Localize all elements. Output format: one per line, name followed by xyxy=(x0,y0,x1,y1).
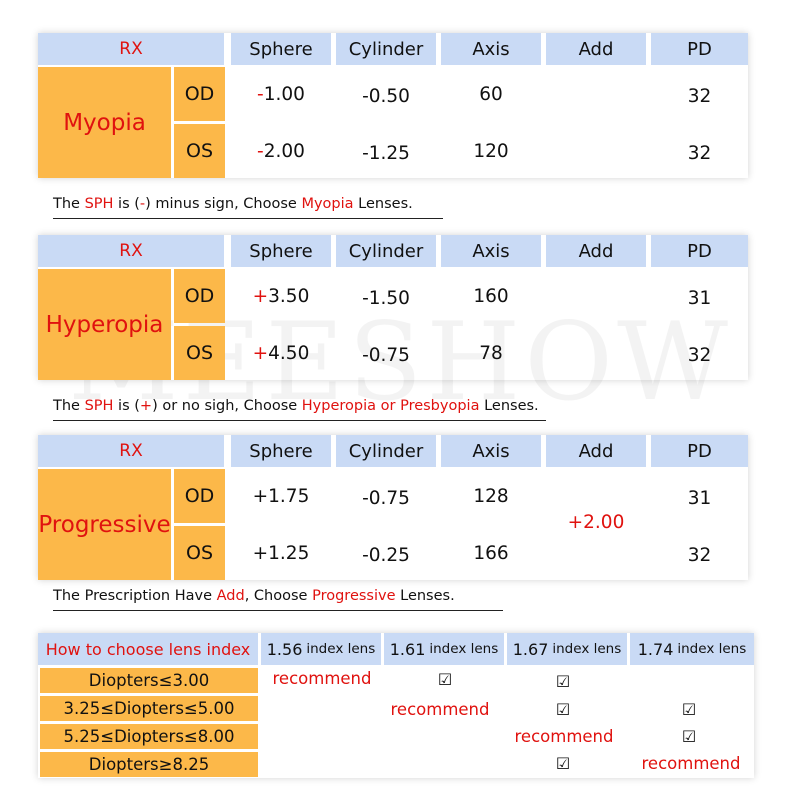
myopia-table xyxy=(38,33,748,178)
od-axis: 128 xyxy=(473,485,509,507)
pd-header: PD xyxy=(651,435,748,467)
value: 1.00 xyxy=(263,83,305,105)
note-highlight: Myopia xyxy=(301,196,354,212)
cylinder-header: Cylinder xyxy=(336,435,436,467)
od-axis: 160 xyxy=(473,285,509,307)
hyperopia-note xyxy=(53,398,546,421)
axis-header: Axis xyxy=(441,435,541,467)
diopter-row-label: Diopters≤3.00 xyxy=(40,668,258,693)
progressive-note xyxy=(53,588,503,611)
rx-header: RX xyxy=(38,435,224,467)
note-highlight: SPH xyxy=(84,196,114,212)
od-sphere xyxy=(231,269,331,323)
index-label: index lens xyxy=(677,641,747,657)
index-col-161 xyxy=(384,633,504,665)
sign: - xyxy=(257,140,264,162)
od-cylinder: -0.50 xyxy=(362,85,410,107)
lens-type-label: Hyperopia xyxy=(38,269,171,380)
pd-header: PD xyxy=(651,33,748,65)
diopter-row-label: 5.25≤Diopters≤8.00 xyxy=(40,724,258,749)
note-text: The xyxy=(53,398,85,414)
index-table-title: How to choose lens index xyxy=(38,633,258,665)
recommend-label: recommend xyxy=(390,700,490,719)
od-label: OD xyxy=(174,269,225,323)
index-number: 1.74 xyxy=(637,639,674,659)
axis-header: Axis xyxy=(441,33,541,65)
note-text: The Prescription Have xyxy=(53,588,217,604)
os-label: OS xyxy=(174,526,225,580)
diopter-row-label: Diopters≥8.25 xyxy=(40,752,258,777)
index-number: 1.56 xyxy=(266,639,303,659)
recommend-label: recommend xyxy=(514,727,614,746)
os-axis: 166 xyxy=(473,542,509,564)
checkbox-icon: ☑ xyxy=(437,670,453,689)
sign: - xyxy=(257,83,264,105)
lens-type-label: Progressive xyxy=(38,469,171,580)
checkbox-icon: ☑ xyxy=(555,700,571,719)
checkbox-icon: ☑ xyxy=(555,672,571,691)
index-col-167 xyxy=(507,633,627,665)
axis-header: Axis xyxy=(441,235,541,267)
value: 4.50 xyxy=(268,342,310,364)
index-number: 1.67 xyxy=(512,639,549,659)
note-highlight: + xyxy=(139,398,153,414)
od-sphere xyxy=(231,67,331,121)
index-label: index lens xyxy=(552,641,622,657)
os-cylinder: -1.25 xyxy=(362,142,410,164)
note-text: Lenses. xyxy=(353,196,413,212)
note-text: ) or no sigh, Choose xyxy=(152,398,302,414)
checkbox-icon: ☑ xyxy=(681,727,697,746)
note-text: is ( xyxy=(113,398,140,414)
sign: + xyxy=(252,285,269,307)
note-highlight: Hyperopia or Presbyopia xyxy=(301,398,480,414)
os-label: OS xyxy=(174,326,225,380)
cylinder-header: Cylinder xyxy=(336,33,436,65)
checkbox-icon: ☑ xyxy=(681,700,697,719)
note-text: Lenses. xyxy=(395,588,455,604)
os-sphere xyxy=(231,326,331,380)
add-header: Add xyxy=(546,435,646,467)
rx-header: RX xyxy=(38,235,224,267)
os-label: OS xyxy=(174,124,225,178)
sphere-header: Sphere xyxy=(231,235,331,267)
os-cylinder: -0.75 xyxy=(362,344,410,366)
od-cylinder: -0.75 xyxy=(362,487,410,509)
os-pd: 32 xyxy=(687,344,712,366)
sign: + xyxy=(252,342,269,364)
sphere-header: Sphere xyxy=(231,435,331,467)
note-text: , Choose xyxy=(244,588,313,604)
od-axis: 60 xyxy=(479,83,503,105)
note-highlight: - xyxy=(139,196,146,212)
cylinder-header: Cylinder xyxy=(336,235,436,267)
od-pd: 32 xyxy=(687,85,712,107)
value: 2.00 xyxy=(263,140,305,162)
note-highlight: Progressive xyxy=(312,588,396,604)
note-text: The xyxy=(53,196,85,212)
index-label: index lens xyxy=(306,641,376,657)
os-pd: 32 xyxy=(687,142,712,164)
add-value: +2.00 xyxy=(567,511,625,533)
recommend-label: recommend xyxy=(641,754,741,773)
lens-index-table xyxy=(38,633,754,778)
od-sphere: +1.75 xyxy=(252,485,310,507)
recommend-label: recommend xyxy=(272,669,372,688)
os-cylinder: -0.25 xyxy=(362,544,410,566)
od-label: OD xyxy=(174,469,225,523)
diopter-row-label: 3.25≤Diopters≤5.00 xyxy=(40,696,258,721)
od-cylinder: -1.50 xyxy=(362,287,410,309)
hyperopia-table xyxy=(38,235,748,380)
add-header: Add xyxy=(546,33,646,65)
od-label: OD xyxy=(174,67,225,121)
note-text: is ( xyxy=(113,196,140,212)
progressive-table xyxy=(38,435,748,580)
index-number: 1.61 xyxy=(389,639,426,659)
os-axis: 120 xyxy=(473,140,509,162)
os-pd: 32 xyxy=(687,544,712,566)
lens-type-label: Myopia xyxy=(38,67,171,178)
myopia-note xyxy=(53,196,443,219)
os-sphere: +1.25 xyxy=(252,542,310,564)
index-col-156 xyxy=(261,633,381,665)
note-highlight: Add xyxy=(216,588,245,604)
rx-header: RX xyxy=(38,33,224,65)
sphere-header: Sphere xyxy=(231,33,331,65)
os-sphere xyxy=(231,124,331,178)
add-header: Add xyxy=(546,235,646,267)
note-text: ) minus sign, Choose xyxy=(145,196,302,212)
od-pd: 31 xyxy=(687,487,712,509)
note-highlight: SPH xyxy=(84,398,114,414)
value: 3.50 xyxy=(268,285,310,307)
os-axis: 78 xyxy=(479,342,503,364)
checkbox-icon: ☑ xyxy=(555,754,571,773)
note-text: Lenses. xyxy=(479,398,539,414)
od-pd: 31 xyxy=(687,287,712,309)
pd-header: PD xyxy=(651,235,748,267)
index-col-174 xyxy=(630,633,754,665)
index-label: index lens xyxy=(429,641,499,657)
